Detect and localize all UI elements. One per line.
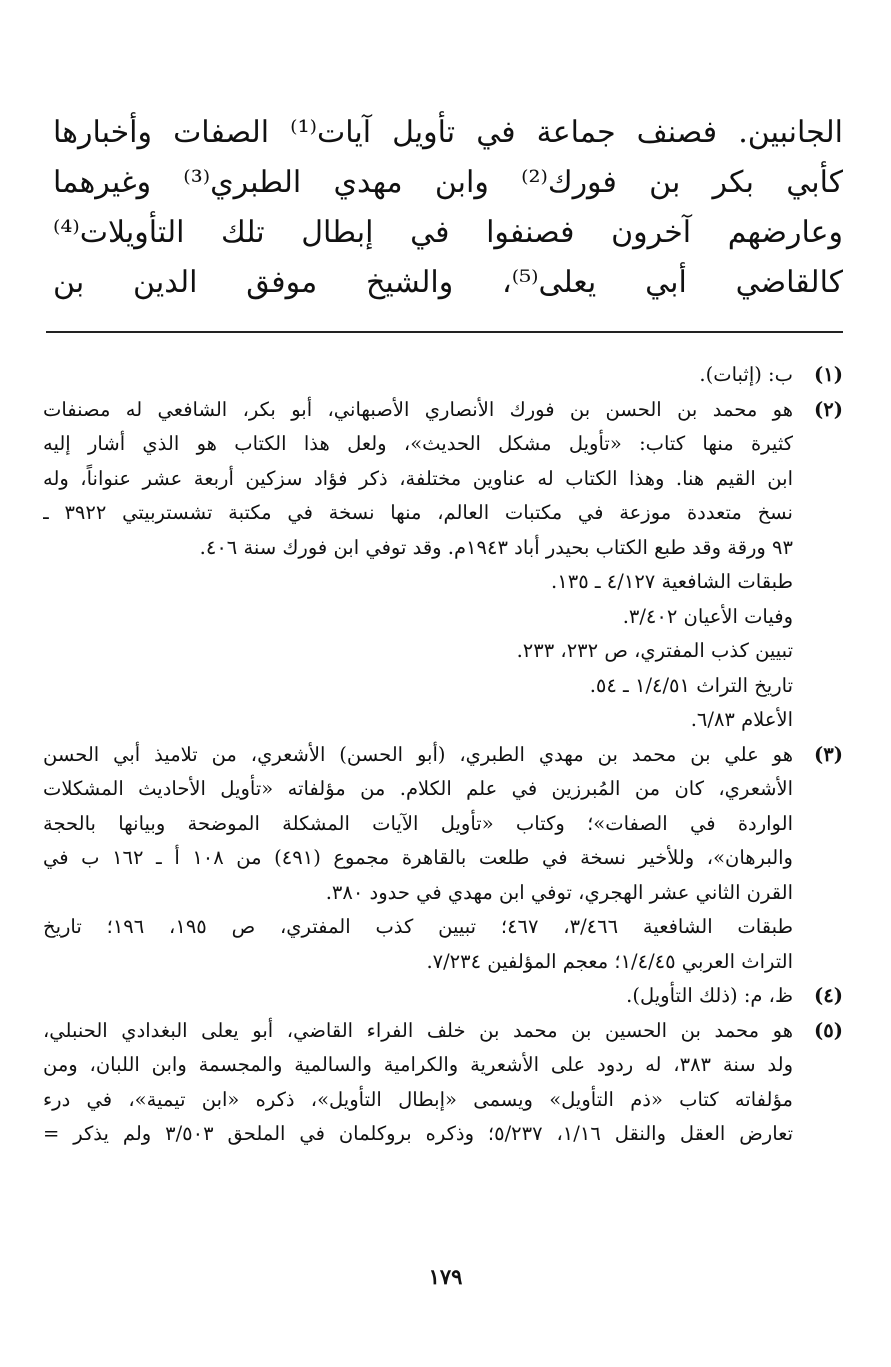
footnote-line: القرن الثاني عشر الهجري، توفي ابن مهدي في حدود ٣٨٠. bbox=[325, 880, 793, 904]
page-number: ١٧٩ bbox=[428, 1264, 463, 1289]
footnote-2 bbox=[43, 393, 843, 738]
footnote-line: هو علي بن محمد بن مهدي الطبري، (أبو الحسن) الأشعري، من تلاميذ أبي الحسن bbox=[43, 742, 793, 766]
main-text-line: وعارضهم آخرون فصنفوا في إبطال تلك التأويلات⁽⁴⁾ bbox=[53, 215, 843, 250]
footnote-line: تعارض العقل والنقل ١/١٦، ٥/٢٣٧؛ وذكره بروكلمان في الملحق ٣/٥٠٣ ولم يذكر = bbox=[43, 1122, 793, 1145]
main-text-line: الجانبين. فصنف جماعة في تأويل آيات⁽¹⁾ الصفات وأخبارها bbox=[53, 115, 843, 150]
footnote-line: طبقات الشافعية ٤/١٢٧ ـ ١٣٥. bbox=[551, 570, 793, 593]
footnote-separator-rule bbox=[46, 331, 843, 333]
footnote-line: التراث العربي ١/٤/٤٥؛ معجم المؤلفين ٧/٢٣٤. bbox=[426, 949, 793, 973]
footnote-line: الأعلام ٦/٨٣. bbox=[690, 708, 793, 731]
footnote-line: وفيات الأعيان ٣/٤٠٢. bbox=[622, 604, 793, 628]
footnote-line: طبقات الشافعية ٣/٤٦٦، ٤٦٧؛ تبيين كذب المفتري، ص ١٩٥، ١٩٦؛ تاريخ bbox=[43, 915, 793, 938]
footnote-line: والبرهان»، وللأخير نسخة في طلعت بالقاهرة مجموع (٤٩١) من ١٠٨ أ ـ ١٦٢ ب في bbox=[43, 846, 793, 869]
main-text-line: كالقاضي أبي يعلى⁽⁵⁾، والشيخ موفق الدين بن bbox=[53, 265, 843, 300]
footnote-line: تاريخ التراث ١/٤/٥١ ـ ٥٤. bbox=[589, 673, 793, 697]
footnote-number: (٥) bbox=[814, 1018, 843, 1042]
footnote-line: ابن القيم هنا. وهذا الكتاب له عناوين مختلفة، ذكر فؤاد سزكين أربعة عشر عنواناً، وله bbox=[43, 466, 793, 490]
footnote-line: ظ، م: (ذلك التأويل). bbox=[626, 984, 793, 1007]
footnote-line: الواردة في الصفات»؛ وكتاب «تأويل الآيات المشكلة الموضحة وبيانها بالحجة bbox=[43, 811, 793, 835]
footnotes-section bbox=[43, 358, 843, 1152]
footnote-line: ب: (إثبات). bbox=[699, 363, 793, 386]
footnote-line: هو محمد بن الحسن بن فورك الأنصاري الأصبهاني، أبو بكر، الشافعي له مصنفات bbox=[43, 397, 793, 421]
footnote-number: (٣) bbox=[814, 742, 843, 766]
footnote-5 bbox=[43, 1014, 843, 1152]
footnote-line: نسخ متعددة موزعة في مكتبات العالم، منها نسخة في مكتبة تشستربيتي ٣٩٢٢ ـ bbox=[43, 501, 793, 524]
footnote-number: (٢) bbox=[814, 397, 843, 421]
footnote-4 bbox=[43, 979, 843, 1014]
footnote-line: هو محمد بن الحسين بن محمد بن خلف الفراء القاضي، أبو يعلى البغدادي الحنبلي، bbox=[43, 1018, 793, 1042]
footnote-line: كثيرة منها كتاب: «تأويل مشكل الحديث»، ولعل هذا الكتاب هو الذي أشار إليه bbox=[43, 432, 793, 455]
footnote-number: (١) bbox=[814, 363, 843, 386]
footnote-line: الأشعري، كان من المُبرزين في علم الكلام. من مؤلفاته «تأويل الأحاديث المشكلات bbox=[43, 777, 793, 800]
footnote-line: مؤلفاته كتاب «ذم التأويل» ويسمى «إبطال التأويل»، ذكره «ابن تيمية»، في درء bbox=[43, 1087, 793, 1111]
footnote-number: (٤) bbox=[814, 984, 843, 1007]
footnote-line: ٩٣ ورقة وقد طبع الكتاب بحيدر أباد ١٩٤٣م. وقد توفي ابن فورك سنة ٤٠٦. bbox=[199, 535, 793, 559]
main-text-block bbox=[53, 108, 843, 308]
footnote-line: ولد سنة ٣٨٣، له ردود على الأشعرية والكرامية والسالمية والمجسمة وابن اللبان، ومن bbox=[43, 1053, 793, 1076]
footnote-3 bbox=[43, 738, 843, 980]
footnote-1 bbox=[43, 358, 843, 393]
footnote-line: تبيين كذب المفتري، ص ٢٣٢، ٢٣٣. bbox=[516, 639, 793, 662]
main-text-line: كأبي بكر بن فورك⁽²⁾ وابن مهدي الطبري⁽³⁾ وغيرهما bbox=[53, 165, 843, 200]
